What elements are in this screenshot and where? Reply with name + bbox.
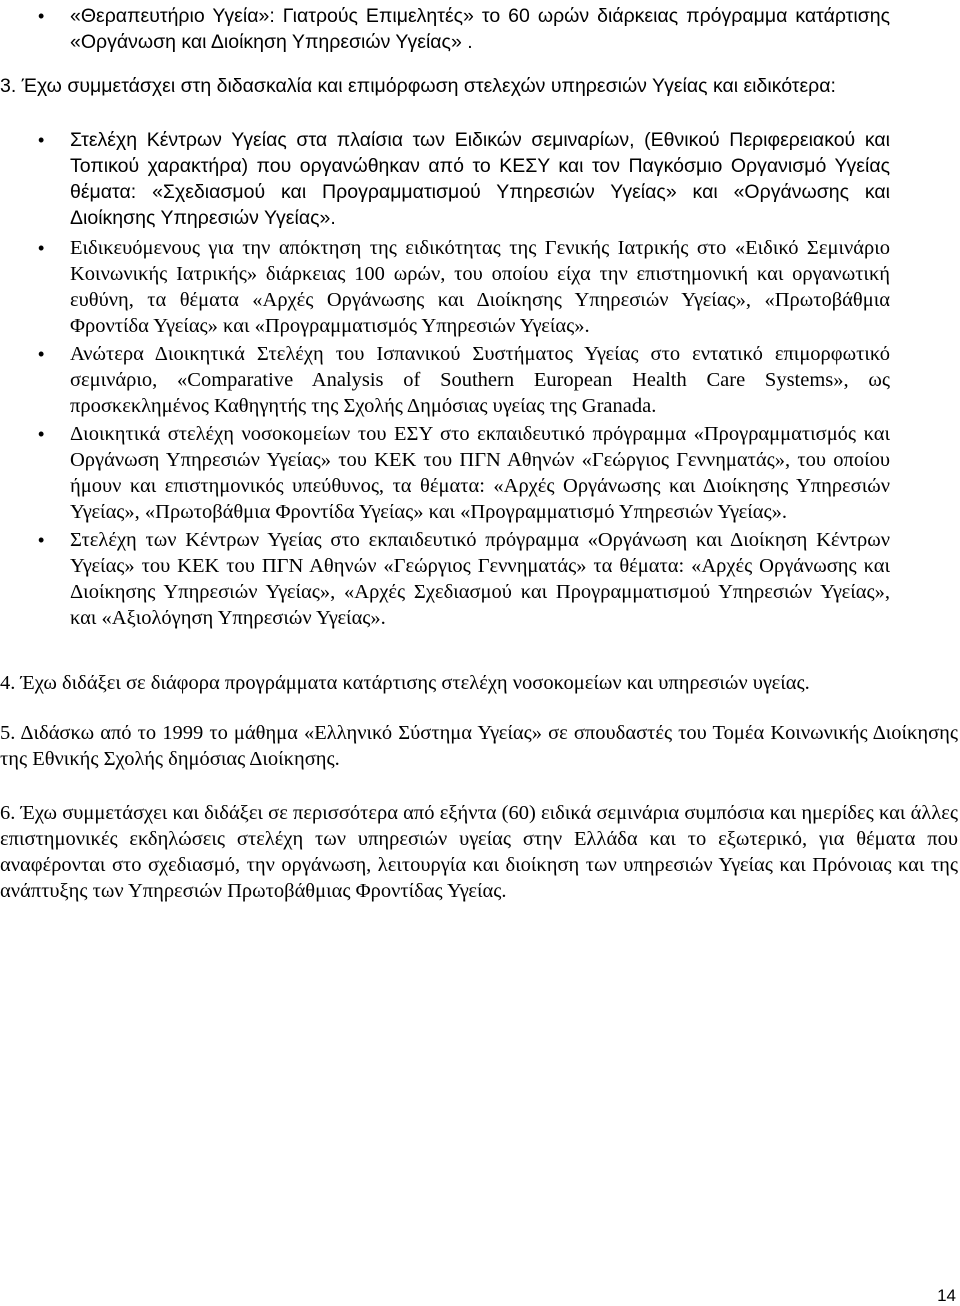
section-3-heading: 3. Έχω συμμετάσχει στη διδασκαλία και επιμόρφωση στελεχών υπηρεσιών Υγείας και ειδικότερα: xyxy=(0,75,836,97)
section-6-paragraph: 6. Έχω συμμετάσχει και διδάξει σε περισσότερα από εξήντα (60) ειδικά σεμινάρια συμπόσια και ημερίδες και άλλες επιστημονικές εκδηλώσεις στελέχη των υπηρεσιών υγείας στην Ελλάδα και το εξωτερικό, για θέματα που αναφέρονται στο σχεδιασμό, την οργάνωση, λειτουργία και διοίκηση των υπηρεσιών Υγείας και Πρόνοιας και της ανάπτυξης των Υπηρεσιών Πρωτοβάθμιας Φροντίδας Υγείας. xyxy=(0,802,958,902)
section-4-paragraph: 4. Έχω διδάξει σε διάφορα προγράμματα κατάρτισης στελέχη νοσοκομείων και υπηρεσιών υγείας. xyxy=(0,672,810,694)
list-item xyxy=(0,527,890,631)
section-5-paragraph: 5. Διδάσκω από το 1999 το μάθημα «Ελληνικό Σύστημα Υγείας» σε σπουδαστές του Τομέα Κοινωνικής Διοίκησης της Εθνικής Σχολής δημόσιας Διοίκησης. xyxy=(0,722,958,770)
page-number: 14 xyxy=(937,1286,956,1305)
list-item-text: Ειδικευόμενους για την απόκτηση της ειδικότητας της Γενικής Ιατρικής στο «Ειδικό Σεμινάριο Κοινωνικής Ιατρικής» διάρκειας 100 ωρών, του οποίου είχα την επιστημονική και οργανωτική ευθύνη, τα θέματα «Αρχές Οργάνωσης και Διοίκησης Υπηρεσιών Υγείας», «Πρωτοβάθμια Φροντίδα Υγείας» και «Προγραμματισμός Υπηρεσιών Υγείας». xyxy=(70,237,890,337)
list-item xyxy=(0,341,890,419)
section-3-bullet-list xyxy=(0,127,890,631)
list-item xyxy=(0,235,890,339)
list-item-text: «Θεραπευτήριο Υγεία»: Γιατρούς Επιμελητές» το 60 ωρών διάρκειας πρόγραμμα κατάρτισης «Οργάνωση και Διοίκηση Υπηρεσιών Υγείας» . xyxy=(70,5,890,53)
list-item-text: Ανώτερα Διοικητικά Στελέχη του Ισπανικού Συστήματος Υγείας στο εντατικό επιμορφωτικό σεμινάριο, «Comparative Analysis of Southern European Health Care Systems», ως προσκεκλημένος Καθηγητής της Σχολής Δημόσιας υγείας της Granada. xyxy=(70,343,890,417)
bullet-icon: • xyxy=(38,530,45,550)
bullet-icon: • xyxy=(38,6,45,26)
list-item-therapeftirio xyxy=(0,3,890,55)
bullet-icon: • xyxy=(38,344,45,364)
list-item xyxy=(0,127,890,231)
list-item xyxy=(0,421,890,525)
list-item-text: Διοικητικά στελέχη νοσοκομείων του ΕΣΥ στο εκπαιδευτικό πρόγραμμα «Προγραμματισμός και Οργάνωση Υπηρεσιών Υγείας» του ΚΕΚ του ΠΓΝ Αθηνών «Γεώργιος Γεννηματάς», του οποίου ήμουν και επιστημονικός υπεύθυνος, τα θέματα: «Αρχές Οργάνωσης και Διοίκησης Υπηρεσιών Υγείας», «Πρωτοβάθμια Φροντίδα Υγείας» και «Προγραμματισμό Υπηρεσιών Υγείας». xyxy=(70,423,890,523)
bullet-icon: • xyxy=(38,238,45,258)
bullet-icon: • xyxy=(38,130,45,150)
list-item-text: Στελέχη των Κέντρων Υγείας στο εκπαιδευτικό πρόγραμμα «Οργάνωση και Διοίκηση Κέντρων Υγείας» του ΚΕΚ του ΠΓΝ Αθηνών «Γεώργιος Γεννηματάς» τα θέματα: «Αρχές Οργάνωσης και Διοίκησης Υπηρεσιών Υγείας», «Αρχές Σχεδιασμού και Προγραμματισμού Υπηρεσιών Υγείας», και «Αξιολόγηση Υπηρεσιών Υγείας». xyxy=(70,529,890,629)
bullet-icon: • xyxy=(38,424,45,444)
list-item-text: Στελέχη Κέντρων Υγείας στα πλαίσια των Ειδικών σεμιναρίων, (Εθνικού Περιφερειακού και Τοπικού χαρακτήρα) που οργανώθηκαν από το ΚΕΣΥ και τον Παγκόσμιο Οργανισμό Υγείας θέματα: «Σχεδιασμού και Προγραμματισμού Υπηρεσιών Υγείας» και «Οργάνωσης και Διοίκησης Υπηρεσιών Υγείας». xyxy=(70,129,890,229)
